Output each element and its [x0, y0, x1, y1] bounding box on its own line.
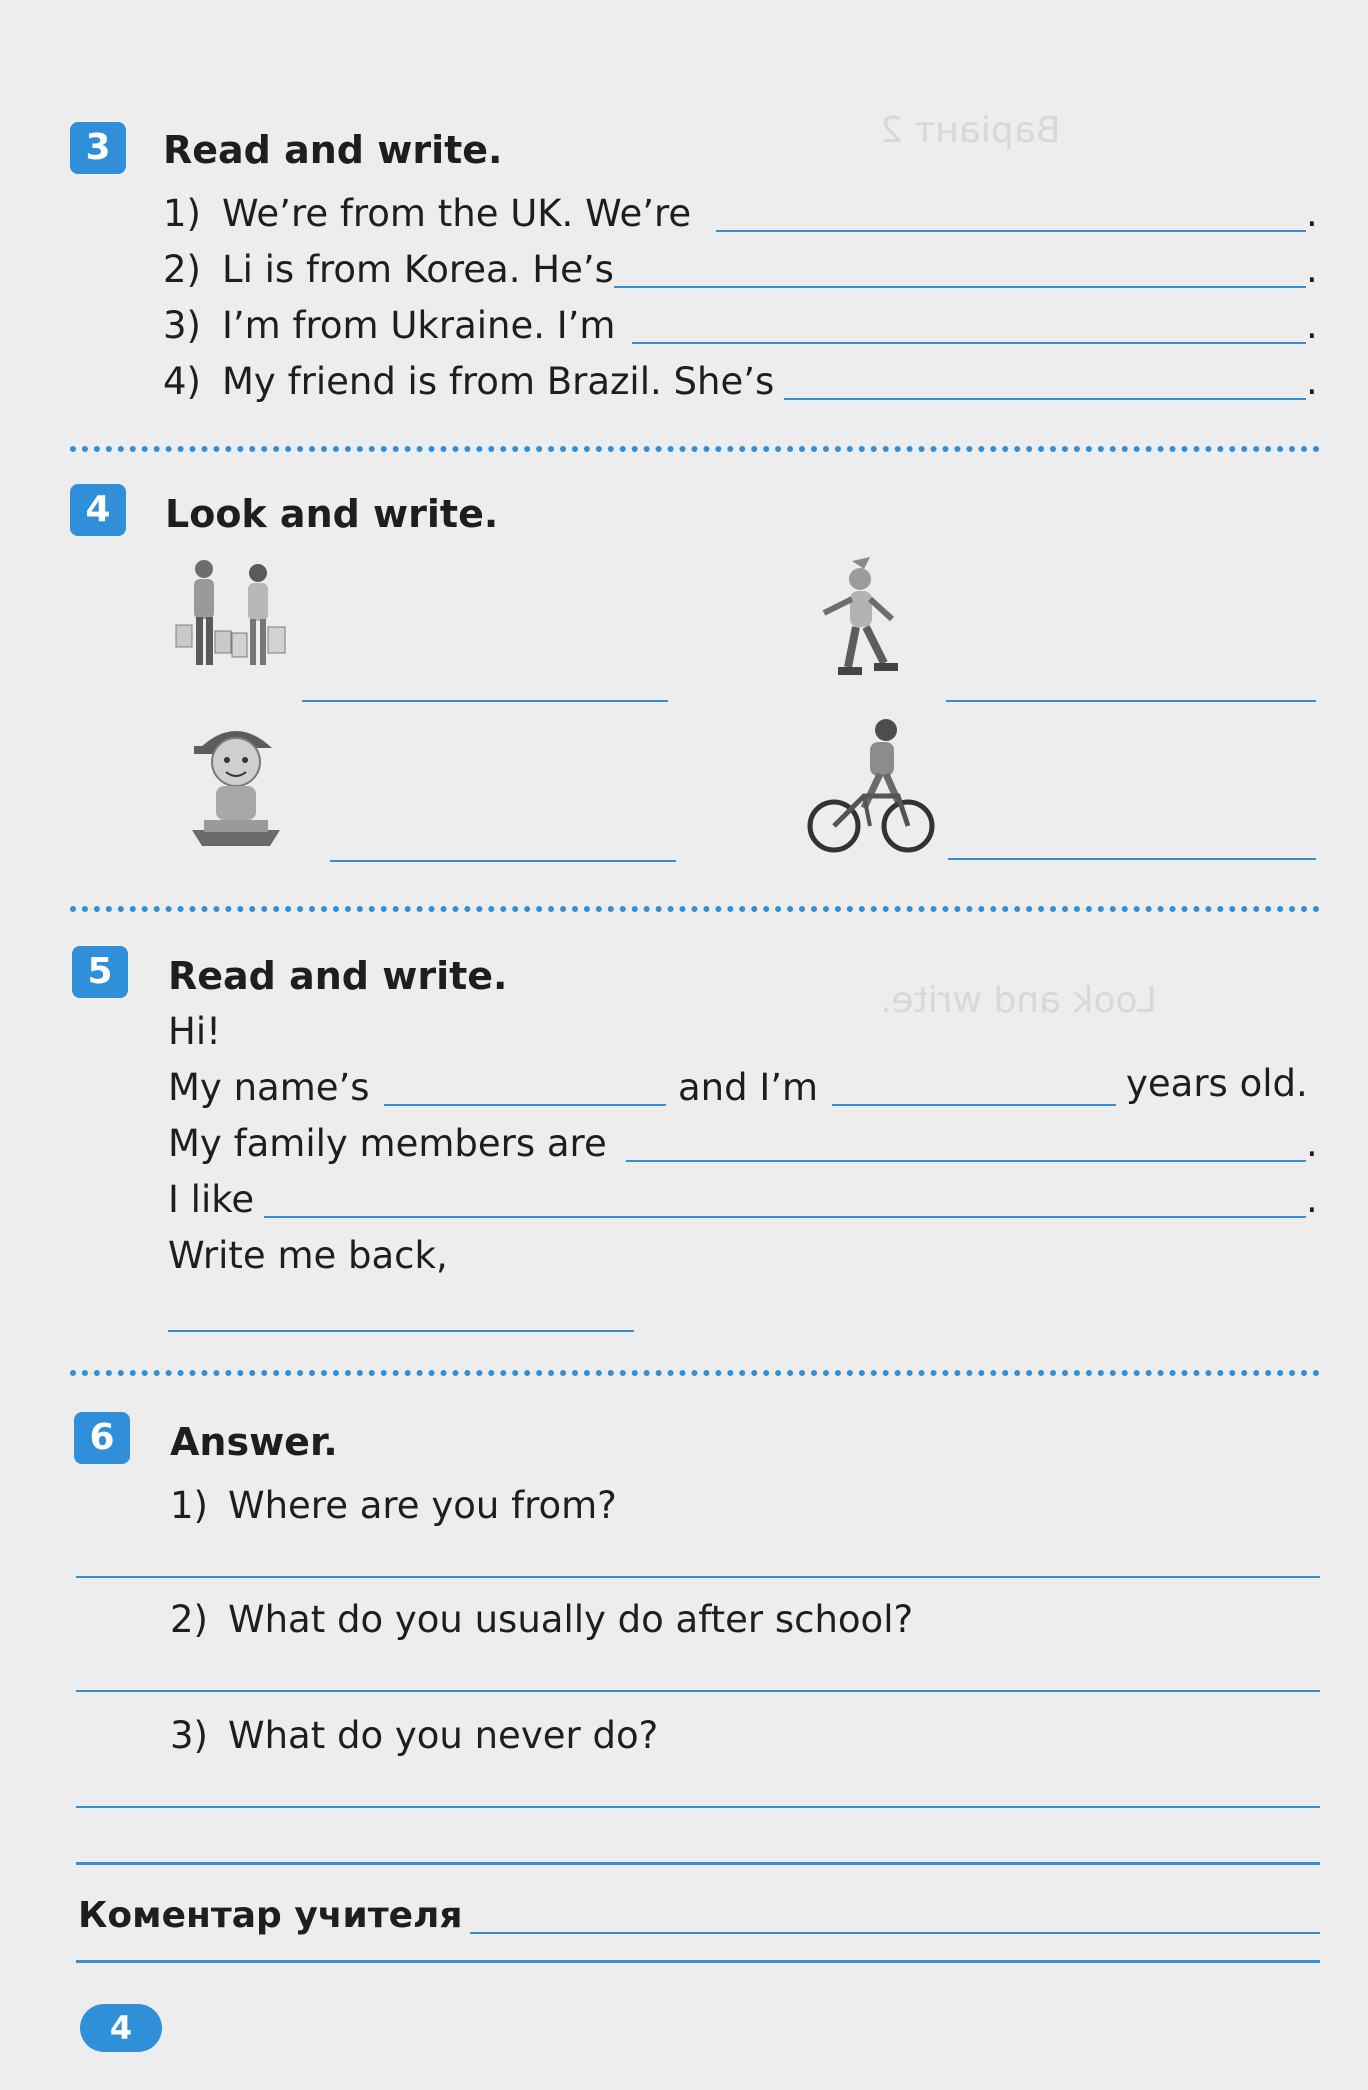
- task-number-badge: 4: [70, 484, 126, 536]
- task-title: Answer.: [170, 1420, 338, 1464]
- boy-playing-chess-illustration: [186, 720, 286, 855]
- question-number: 1): [170, 1484, 208, 1527]
- answer-line[interactable]: [716, 230, 1306, 232]
- name-answer-line[interactable]: [384, 1104, 666, 1106]
- task-number-badge: 6: [74, 1412, 130, 1464]
- answer-line[interactable]: [302, 700, 668, 702]
- item-number: 1): [163, 192, 201, 235]
- task-title: Look and write.: [165, 492, 499, 536]
- task-title: Read and write.: [168, 954, 508, 998]
- shopping-people-illustration: [168, 555, 298, 685]
- show-through-text: Look and write.: [880, 980, 1157, 1021]
- show-through-text: Варіант 2: [880, 110, 1061, 151]
- family-prefix: My family members are: [168, 1122, 607, 1165]
- question-text: Where are you from?: [228, 1484, 617, 1527]
- letter-greeting: Hi!: [168, 1010, 221, 1053]
- answer-line[interactable]: [76, 1576, 1320, 1578]
- answer-line[interactable]: [784, 398, 1306, 400]
- end-mark: .: [1306, 360, 1318, 403]
- item-text: We’re from the UK. We’re: [222, 192, 692, 235]
- question-text: What do you never do?: [228, 1714, 659, 1757]
- task-number-badge: 5: [72, 946, 128, 998]
- answer-line[interactable]: [946, 700, 1316, 702]
- item-text: Li is from Korea. He’s: [222, 248, 614, 291]
- end-mark: .: [1306, 1122, 1318, 1165]
- task-title: Read and write.: [163, 128, 503, 172]
- end-mark: .: [1306, 304, 1318, 347]
- item-number: 4): [163, 360, 201, 403]
- item-number: 3): [163, 304, 201, 347]
- family-answer-line[interactable]: [626, 1160, 1306, 1162]
- question-text: What do you usually do after school?: [228, 1598, 914, 1641]
- teacher-comment-line[interactable]: [470, 1932, 1320, 1934]
- roller-skating-girl-illustration: [812, 555, 922, 690]
- task-number-badge: 3: [70, 122, 126, 174]
- section-divider: [70, 1370, 1320, 1376]
- answer-line[interactable]: [632, 342, 1306, 344]
- end-mark: .: [1306, 248, 1318, 291]
- question-number: 2): [170, 1598, 208, 1641]
- name-prefix: My name’s: [168, 1066, 370, 1109]
- end-mark: .: [1306, 1178, 1318, 1221]
- like-prefix: I like: [168, 1178, 255, 1221]
- answer-line[interactable]: [76, 1690, 1320, 1692]
- boy-riding-bicycle-illustration: [806, 716, 936, 856]
- signature-line[interactable]: [168, 1330, 634, 1332]
- age-mid: and I’m: [678, 1066, 819, 1109]
- item-text: I’m from Ukraine. I’m: [222, 304, 616, 347]
- answer-line[interactable]: [330, 860, 676, 862]
- item-number: 2): [163, 248, 201, 291]
- letter-closing: Write me back,: [168, 1234, 448, 1277]
- answer-line[interactable]: [76, 1862, 1320, 1865]
- page-number-badge: 4: [80, 2004, 162, 2052]
- answer-line[interactable]: [76, 1806, 1320, 1808]
- teacher-comment-line[interactable]: [76, 1960, 1320, 1963]
- item-text: My friend is from Brazil. She’s: [222, 360, 775, 403]
- section-divider: [70, 906, 1320, 912]
- age-answer-line[interactable]: [832, 1104, 1116, 1106]
- end-mark: .: [1306, 192, 1318, 235]
- like-answer-line[interactable]: [264, 1216, 1306, 1218]
- age-suffix: years old.: [1126, 1062, 1308, 1105]
- question-number: 3): [170, 1714, 208, 1757]
- answer-line[interactable]: [614, 286, 1306, 288]
- teacher-comment-label: Коментар учителя: [78, 1895, 463, 1936]
- answer-line[interactable]: [948, 858, 1316, 860]
- section-divider: [70, 446, 1320, 452]
